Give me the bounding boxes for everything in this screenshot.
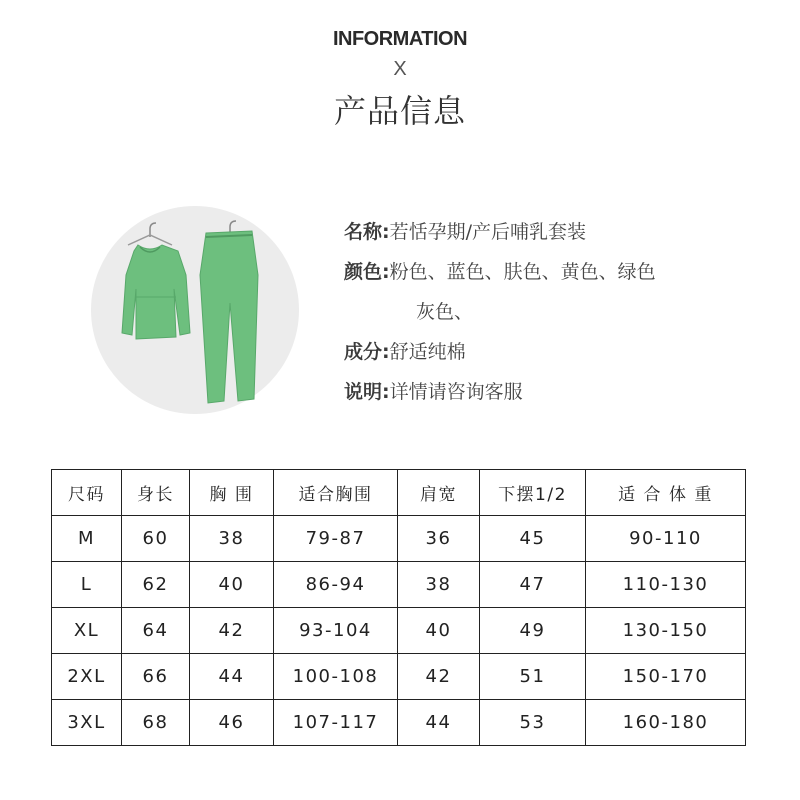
table-cell: 150-170	[586, 654, 746, 700]
header-shoulder: 肩宽	[398, 470, 480, 516]
table-cell: 44	[190, 654, 274, 700]
table-cell: M	[52, 516, 122, 562]
title-english: INFORMATION	[332, 28, 468, 50]
table-cell: 47	[480, 562, 586, 608]
size-table-header	[52, 470, 746, 516]
table-cell: L	[52, 562, 122, 608]
product-info	[344, 212, 764, 412]
header-fit-weight: 适 合 体 重	[586, 470, 746, 516]
table-cell: 93-104	[274, 608, 398, 654]
color-value-continued: 灰色、	[416, 301, 474, 323]
table-cell: 79-87	[274, 516, 398, 562]
product-photo	[90, 205, 300, 415]
info-row-color	[344, 252, 764, 292]
table-cell: 68	[122, 700, 190, 746]
table-cell: 53	[480, 700, 586, 746]
material-value: 舒适纯棉	[389, 341, 466, 363]
note-value: 详情请咨询客服	[389, 381, 523, 403]
info-row-note	[344, 372, 764, 412]
table-cell: 44	[398, 700, 480, 746]
name-label: 名称:	[344, 221, 390, 243]
header-length: 身长	[122, 470, 190, 516]
note-label: 说明:	[344, 381, 390, 403]
header-hem: 下摆1/2	[480, 470, 586, 516]
size-table	[51, 469, 746, 746]
table-cell: 130-150	[586, 608, 746, 654]
table-cell: 2XL	[52, 654, 122, 700]
table-cell: 107-117	[274, 700, 398, 746]
photo-backdrop	[91, 206, 299, 414]
table-row	[52, 700, 746, 746]
color-value: 粉色、蓝色、肤色、黄色、绿色	[389, 261, 656, 283]
table-cell: 51	[480, 654, 586, 700]
table-cell: 42	[398, 654, 480, 700]
table-row	[52, 608, 746, 654]
info-row-name	[344, 212, 764, 252]
table-cell: 66	[122, 654, 190, 700]
table-cell: 90-110	[586, 516, 746, 562]
table-cell: 38	[190, 516, 274, 562]
table-cell: 110-130	[586, 562, 746, 608]
table-cell: 160-180	[586, 700, 746, 746]
material-label: 成分:	[344, 341, 390, 363]
table-cell: 100-108	[274, 654, 398, 700]
header-fit-chest: 适合胸围	[274, 470, 398, 516]
table-cell: 60	[122, 516, 190, 562]
table-cell: 49	[480, 608, 586, 654]
header-size: 尺码	[52, 470, 122, 516]
name-value: 若恬孕期/产后哺乳套装	[389, 221, 587, 243]
table-cell: 45	[480, 516, 586, 562]
info-row-material	[344, 332, 764, 372]
table-cell: 42	[190, 608, 274, 654]
table-cell: 46	[190, 700, 274, 746]
table-row	[52, 654, 746, 700]
table-cell: 3XL	[52, 700, 122, 746]
table-row	[52, 562, 746, 608]
table-cell: 40	[398, 608, 480, 654]
header-chest: 胸 围	[190, 470, 274, 516]
table-row	[52, 516, 746, 562]
table-cell: 40	[190, 562, 274, 608]
table-cell: XL	[52, 608, 122, 654]
table-cell: 64	[122, 608, 190, 654]
table-cell: 36	[398, 516, 480, 562]
table-cell: 38	[398, 562, 480, 608]
table-cell: 62	[122, 562, 190, 608]
color-label: 颜色:	[344, 261, 390, 283]
title-separator: X	[393, 58, 407, 80]
table-cell: 86-94	[274, 562, 398, 608]
title-chinese: 产品信息	[333, 92, 466, 130]
